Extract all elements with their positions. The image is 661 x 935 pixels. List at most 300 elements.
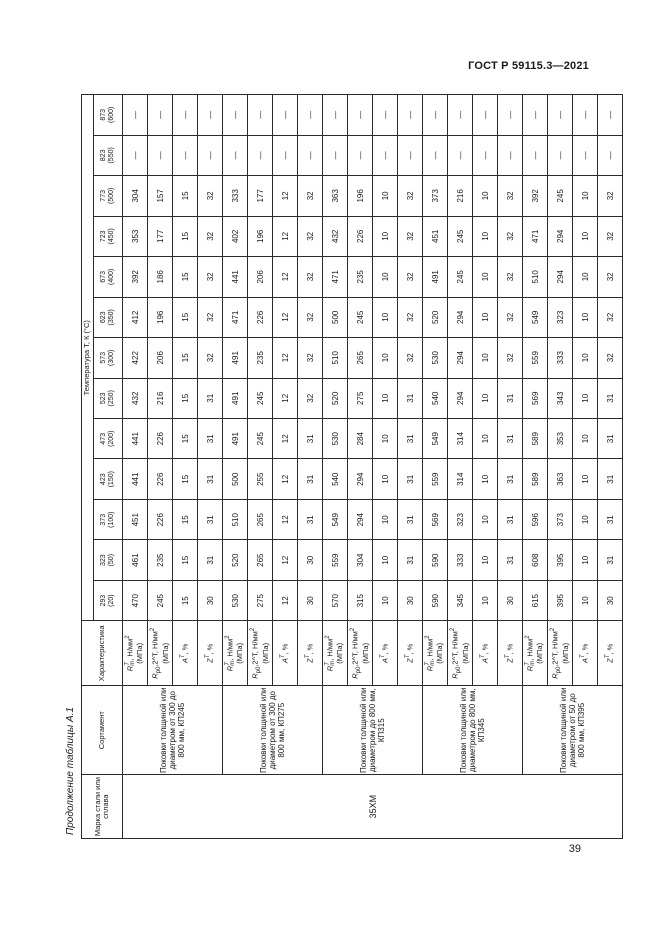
value-cell: 15 (173, 257, 198, 297)
value-cell: 284 (348, 419, 373, 459)
value-cell: 30 (398, 580, 423, 620)
value-cell: 177 (248, 176, 273, 216)
value-cell: 235 (348, 257, 373, 297)
value-cell: 333 (548, 338, 573, 378)
value-cell: — (423, 95, 448, 136)
value-cell: 10 (373, 459, 398, 499)
value-cell: 10 (473, 580, 498, 620)
value-cell: 461 (123, 540, 148, 580)
characteristic-cell: $R_{p0},2\^{}T$, $Н/мм^2$ (МПа) (148, 621, 173, 686)
value-cell: 345 (448, 580, 473, 620)
value-cell: 323 (448, 499, 473, 539)
temp-header-823 (94, 135, 123, 175)
value-cell: 31 (198, 540, 223, 580)
value-cell: — (573, 95, 598, 136)
temp-kelvin: 323 (100, 554, 108, 567)
table-row (223, 95, 248, 839)
value-cell: 15 (173, 459, 198, 499)
value-cell: 569 (523, 378, 548, 418)
temp-kelvin: 473 (100, 432, 108, 445)
value-cell: 15 (173, 419, 198, 459)
value-cell: 10 (373, 176, 398, 216)
value-cell: 32 (298, 216, 323, 256)
value-cell: 32 (498, 338, 523, 378)
temp-kelvin: 423 (100, 473, 108, 486)
value-cell: 31 (398, 459, 423, 499)
value-cell: 10 (573, 338, 598, 378)
value-cell: 31 (498, 499, 523, 539)
value-cell: 30 (198, 580, 223, 620)
value-cell: 15 (173, 216, 198, 256)
value-cell: 31 (598, 459, 623, 499)
temp-kelvin: 523 (100, 392, 108, 405)
characteristic-cell: RT m, $Н/мм^2$ (МПа) (523, 621, 548, 686)
value-cell: 559 (523, 338, 548, 378)
characteristic-cell: $R_{p0},2\^{}T$, $Н/мм^2$ (МПа) (248, 621, 273, 686)
value-cell: 32 (598, 297, 623, 337)
temp-celsius: (550) (108, 147, 115, 164)
value-cell: 216 (148, 378, 173, 418)
value-cell: 412 (123, 297, 148, 337)
value-cell: — (323, 135, 348, 175)
value-cell: — (398, 135, 423, 175)
value-cell: 12 (273, 257, 298, 297)
value-cell: 245 (248, 419, 273, 459)
value-cell: — (448, 95, 473, 136)
value-cell: 10 (573, 378, 598, 418)
value-cell: 314 (448, 459, 473, 499)
value-cell: — (523, 95, 548, 136)
value-cell: 471 (523, 216, 548, 256)
value-cell: 540 (423, 378, 448, 418)
value-cell: 235 (248, 338, 273, 378)
value-cell: 15 (173, 378, 198, 418)
value-cell: 15 (173, 499, 198, 539)
value-cell: 245 (148, 580, 173, 620)
value-cell: — (598, 135, 623, 175)
value-cell: 245 (448, 216, 473, 256)
value-cell: — (198, 95, 223, 136)
value-cell: 530 (223, 580, 248, 620)
temp-celsius: (350) (108, 309, 115, 326)
value-cell: 12 (273, 540, 298, 580)
value-cell: 31 (498, 419, 523, 459)
value-cell: 432 (323, 216, 348, 256)
value-cell: — (348, 135, 373, 175)
characteristic-cell: $Z^T$, % (598, 621, 623, 686)
characteristic-cell: $A^T$, % (173, 621, 198, 686)
temp-kelvin: 823 (100, 149, 108, 162)
value-cell: 30 (298, 580, 323, 620)
value-cell: 10 (573, 176, 598, 216)
value-cell: — (173, 135, 198, 175)
table-body (123, 95, 623, 839)
value-cell: — (173, 95, 198, 136)
value-cell: 395 (548, 580, 573, 620)
value-cell: 294 (548, 257, 573, 297)
temp-header-723 (94, 216, 123, 256)
value-cell: — (498, 135, 523, 175)
value-cell: 353 (123, 216, 148, 256)
value-cell: — (298, 135, 323, 175)
value-cell: 265 (348, 338, 373, 378)
material-cell: 35ХМ (123, 775, 623, 839)
value-cell: — (573, 135, 598, 175)
value-cell: 10 (373, 540, 398, 580)
value-cell: — (248, 95, 273, 136)
table-row (323, 95, 348, 839)
value-cell: 451 (423, 216, 448, 256)
value-cell: 265 (248, 499, 273, 539)
product-cell: Поковки толщиной или диаметром от 300 до 800 мм, КП245 (123, 686, 223, 775)
value-cell: 32 (498, 297, 523, 337)
page-header-standard: ГОСТ Р 59115.3—2021 (468, 60, 589, 72)
value-cell: 32 (198, 297, 223, 337)
value-cell: 491 (223, 419, 248, 459)
value-cell: 32 (498, 176, 523, 216)
value-cell: 589 (523, 419, 548, 459)
value-cell: 10 (373, 216, 398, 256)
value-cell: 491 (423, 257, 448, 297)
value-cell: — (198, 135, 223, 175)
value-cell: 570 (323, 580, 348, 620)
value-cell: 422 (123, 338, 148, 378)
value-cell: 31 (398, 419, 423, 459)
value-cell: 32 (298, 378, 323, 418)
value-cell: 32 (298, 338, 323, 378)
value-cell: 540 (323, 459, 348, 499)
temp-header-523 (94, 378, 123, 418)
value-cell: 451 (123, 499, 148, 539)
value-cell: 491 (223, 378, 248, 418)
value-cell: 32 (598, 216, 623, 256)
rotated-table-block (61, 94, 615, 839)
value-cell: 608 (523, 540, 548, 580)
temp-kelvin: 723 (100, 230, 108, 243)
table-caption: Продолжение таблицы А.1 (65, 707, 76, 835)
value-cell: 520 (323, 378, 348, 418)
value-cell: 32 (198, 176, 223, 216)
value-cell: 590 (423, 580, 448, 620)
value-cell: 32 (498, 257, 523, 297)
value-cell: 294 (448, 378, 473, 418)
header-material: Марка стали или сплава (82, 775, 123, 839)
value-cell: 510 (223, 499, 248, 539)
value-cell: 31 (298, 459, 323, 499)
value-cell: 15 (173, 176, 198, 216)
value-cell: — (473, 95, 498, 136)
characteristic-cell: $Z^T$, % (398, 621, 423, 686)
value-cell: 226 (148, 459, 173, 499)
value-cell: 32 (598, 338, 623, 378)
value-cell: 32 (298, 176, 323, 216)
temp-celsius: (450) (108, 228, 115, 245)
product-cell: Поковки толщиной или диаметром от 50 до 800 мм, КП395 (523, 686, 623, 775)
value-cell: 10 (473, 378, 498, 418)
value-cell: 31 (598, 540, 623, 580)
value-cell: 304 (348, 540, 373, 580)
temp-kelvin: 293 (100, 594, 108, 607)
value-cell: 10 (573, 540, 598, 580)
value-cell: 177 (148, 216, 173, 256)
value-cell: 500 (323, 297, 348, 337)
header-characteristic: Характеристика (82, 621, 123, 686)
value-cell: — (248, 135, 273, 175)
temp-header-423 (94, 459, 123, 499)
value-cell: 569 (423, 499, 448, 539)
value-cell: 12 (273, 176, 298, 216)
value-cell: 402 (223, 216, 248, 256)
value-cell: 245 (448, 257, 473, 297)
value-cell: 510 (323, 338, 348, 378)
temp-celsius: (150) (108, 471, 115, 488)
value-cell: 15 (173, 580, 198, 620)
value-cell: 590 (423, 540, 448, 580)
value-cell: 363 (323, 176, 348, 216)
temp-kelvin: 773 (100, 190, 108, 202)
value-cell: — (148, 95, 173, 136)
value-cell: 15 (173, 540, 198, 580)
value-cell: 12 (273, 338, 298, 378)
value-cell: — (473, 135, 498, 175)
temp-kelvin: 873 (100, 108, 108, 121)
temp-header-573 (94, 338, 123, 378)
temp-header-873 (94, 95, 123, 136)
characteristic-cell: $Z^T$, % (198, 621, 223, 686)
characteristic-cell: $R_{p0},2\^{}T$, $Н/мм^2$ (МПа) (348, 621, 373, 686)
value-cell: 196 (248, 216, 273, 256)
value-cell: — (298, 95, 323, 136)
value-cell: 30 (298, 540, 323, 580)
value-cell: 395 (548, 540, 573, 580)
value-cell: 32 (398, 257, 423, 297)
product-cell: Поковки толщиной или диаметром до 800 мм, КП345 (423, 686, 523, 775)
value-cell: 500 (223, 459, 248, 499)
temp-celsius: (100) (108, 511, 115, 528)
temp-header-473 (94, 419, 123, 459)
characteristic-cell: $A^T$, % (473, 621, 498, 686)
temp-celsius: (400) (108, 268, 115, 285)
value-cell: 10 (373, 499, 398, 539)
temp-header-673 (94, 257, 123, 297)
value-cell: 10 (473, 176, 498, 216)
temp-kelvin: 673 (100, 270, 108, 283)
value-cell: 226 (148, 499, 173, 539)
value-cell: — (223, 135, 248, 175)
value-cell: 31 (598, 419, 623, 459)
temp-header-773 (94, 176, 123, 216)
temp-celsius: (250) (108, 390, 115, 407)
value-cell: 10 (473, 540, 498, 580)
value-cell: 549 (523, 297, 548, 337)
temp-header-323 (94, 540, 123, 580)
value-cell: 333 (448, 540, 473, 580)
value-cell: 32 (298, 297, 323, 337)
characteristic-cell: $R_{p0},2\^{}T$, $Н/мм^2$ (МПа) (448, 621, 473, 686)
characteristic-cell: $Z^T$, % (498, 621, 523, 686)
value-cell: 31 (598, 378, 623, 418)
value-cell: 10 (573, 297, 598, 337)
page-number: 39 (568, 843, 581, 855)
value-cell: — (523, 135, 548, 175)
value-cell: 196 (148, 297, 173, 337)
table-row (123, 95, 148, 839)
value-cell: 31 (198, 378, 223, 418)
value-cell: 470 (123, 580, 148, 620)
value-cell: — (548, 135, 573, 175)
value-cell: — (373, 95, 398, 136)
value-cell: 10 (473, 499, 498, 539)
value-cell: 314 (448, 419, 473, 459)
table-row (423, 95, 448, 839)
value-cell: 530 (423, 338, 448, 378)
value-cell: 10 (573, 580, 598, 620)
value-cell: — (448, 135, 473, 175)
value-cell: 30 (598, 580, 623, 620)
value-cell: 245 (548, 176, 573, 216)
value-cell: 32 (398, 297, 423, 337)
value-cell: 31 (298, 499, 323, 539)
temp-kelvin: 373 (100, 513, 108, 526)
value-cell: 294 (448, 338, 473, 378)
value-cell: 596 (523, 499, 548, 539)
value-cell: 441 (123, 459, 148, 499)
value-cell: 31 (198, 419, 223, 459)
value-cell: — (598, 95, 623, 136)
value-cell: 245 (348, 297, 373, 337)
value-cell: 304 (123, 176, 148, 216)
header-temperature: Температура Т, К (°С) (82, 95, 94, 621)
value-cell: 32 (598, 257, 623, 297)
temp-header-293 (94, 580, 123, 620)
value-cell: 373 (423, 176, 448, 216)
value-cell: 10 (573, 419, 598, 459)
value-cell: 294 (348, 459, 373, 499)
characteristic-cell: RT m, $Н/мм^2$ (МПа) (423, 621, 448, 686)
value-cell: 471 (223, 297, 248, 337)
temp-celsius: (600) (108, 106, 115, 123)
value-cell: 10 (573, 257, 598, 297)
value-cell: 32 (198, 338, 223, 378)
value-cell: 15 (173, 297, 198, 337)
value-cell: 294 (448, 297, 473, 337)
value-cell: 31 (498, 540, 523, 580)
value-cell: 255 (248, 459, 273, 499)
characteristic-cell: $A^T$, % (373, 621, 398, 686)
value-cell: 31 (298, 419, 323, 459)
value-cell: 10 (473, 216, 498, 256)
value-cell: 343 (548, 378, 573, 418)
value-cell: 10 (573, 459, 598, 499)
value-cell: 10 (373, 419, 398, 459)
temp-header-373 (94, 499, 123, 539)
value-cell: 275 (348, 378, 373, 418)
temp-celsius: (300) (108, 349, 115, 366)
value-cell: 31 (198, 499, 223, 539)
value-cell: 363 (548, 459, 573, 499)
value-cell: 12 (273, 378, 298, 418)
value-cell: 206 (248, 257, 273, 297)
value-cell: 559 (323, 540, 348, 580)
value-cell: 12 (273, 216, 298, 256)
value-cell: 10 (373, 338, 398, 378)
value-cell: 10 (573, 216, 598, 256)
value-cell: 12 (273, 297, 298, 337)
value-cell: — (148, 135, 173, 175)
value-cell: 315 (348, 580, 373, 620)
value-cell: 31 (498, 459, 523, 499)
value-cell: 245 (248, 378, 273, 418)
value-cell: — (223, 95, 248, 136)
value-cell: 32 (198, 216, 223, 256)
product-cell: Поковки толщиной или диаметром от 300 до 800 мм, КП275 (223, 686, 323, 775)
temp-header-623 (94, 297, 123, 337)
value-cell: — (323, 95, 348, 136)
table-row (523, 95, 548, 839)
value-cell: 31 (398, 540, 423, 580)
value-cell: 31 (598, 499, 623, 539)
value-cell: 226 (348, 216, 373, 256)
product-cell: Поковки толщиной или диаметром до 800 мм, КП315 (323, 686, 423, 775)
value-cell: 491 (223, 338, 248, 378)
value-cell: 10 (473, 257, 498, 297)
value-cell: 10 (473, 459, 498, 499)
characteristic-cell: $A^T$, % (573, 621, 598, 686)
characteristic-cell: RT m, $Н/мм^2$ (МПа) (323, 621, 348, 686)
temp-celsius: (200) (108, 430, 115, 447)
value-cell: 32 (498, 216, 523, 256)
value-cell: 196 (348, 176, 373, 216)
value-cell: 373 (548, 499, 573, 539)
value-cell: 32 (198, 257, 223, 297)
value-cell: 10 (473, 297, 498, 337)
header-product: Сортамент (82, 686, 123, 775)
value-cell: 520 (223, 540, 248, 580)
value-cell: 471 (323, 257, 348, 297)
value-cell: 32 (298, 257, 323, 297)
temp-kelvin: 573 (100, 351, 108, 364)
properties-table (81, 94, 623, 839)
value-cell: 441 (123, 419, 148, 459)
value-cell: 265 (248, 540, 273, 580)
value-cell: 216 (448, 176, 473, 216)
characteristic-cell: $A^T$, % (273, 621, 298, 686)
value-cell: 441 (223, 257, 248, 297)
value-cell: 186 (148, 257, 173, 297)
temp-celsius: (500) (108, 187, 115, 205)
characteristic-cell: RT m, $Н/мм^2$ (МПа) (223, 621, 248, 686)
value-cell: — (373, 135, 398, 175)
characteristic-cell: $Z^T$, % (298, 621, 323, 686)
value-cell: 12 (273, 580, 298, 620)
temp-kelvin: 623 (100, 311, 108, 324)
value-cell: 10 (573, 499, 598, 539)
value-cell: 392 (123, 257, 148, 297)
value-cell: 235 (148, 540, 173, 580)
value-cell: 549 (423, 419, 448, 459)
value-cell: — (423, 135, 448, 175)
characteristic-cell: $R_{p0},2\^{}T$, $Н/мм^2$ (МПа) (548, 621, 573, 686)
value-cell: — (123, 95, 148, 136)
value-cell: 275 (248, 580, 273, 620)
value-cell: 10 (373, 297, 398, 337)
value-cell: 12 (273, 419, 298, 459)
temp-celsius: (20) (108, 594, 115, 607)
value-cell: 323 (548, 297, 573, 337)
temp-celsius: (50) (108, 553, 115, 567)
value-cell: 615 (523, 580, 548, 620)
value-cell: 10 (373, 580, 398, 620)
